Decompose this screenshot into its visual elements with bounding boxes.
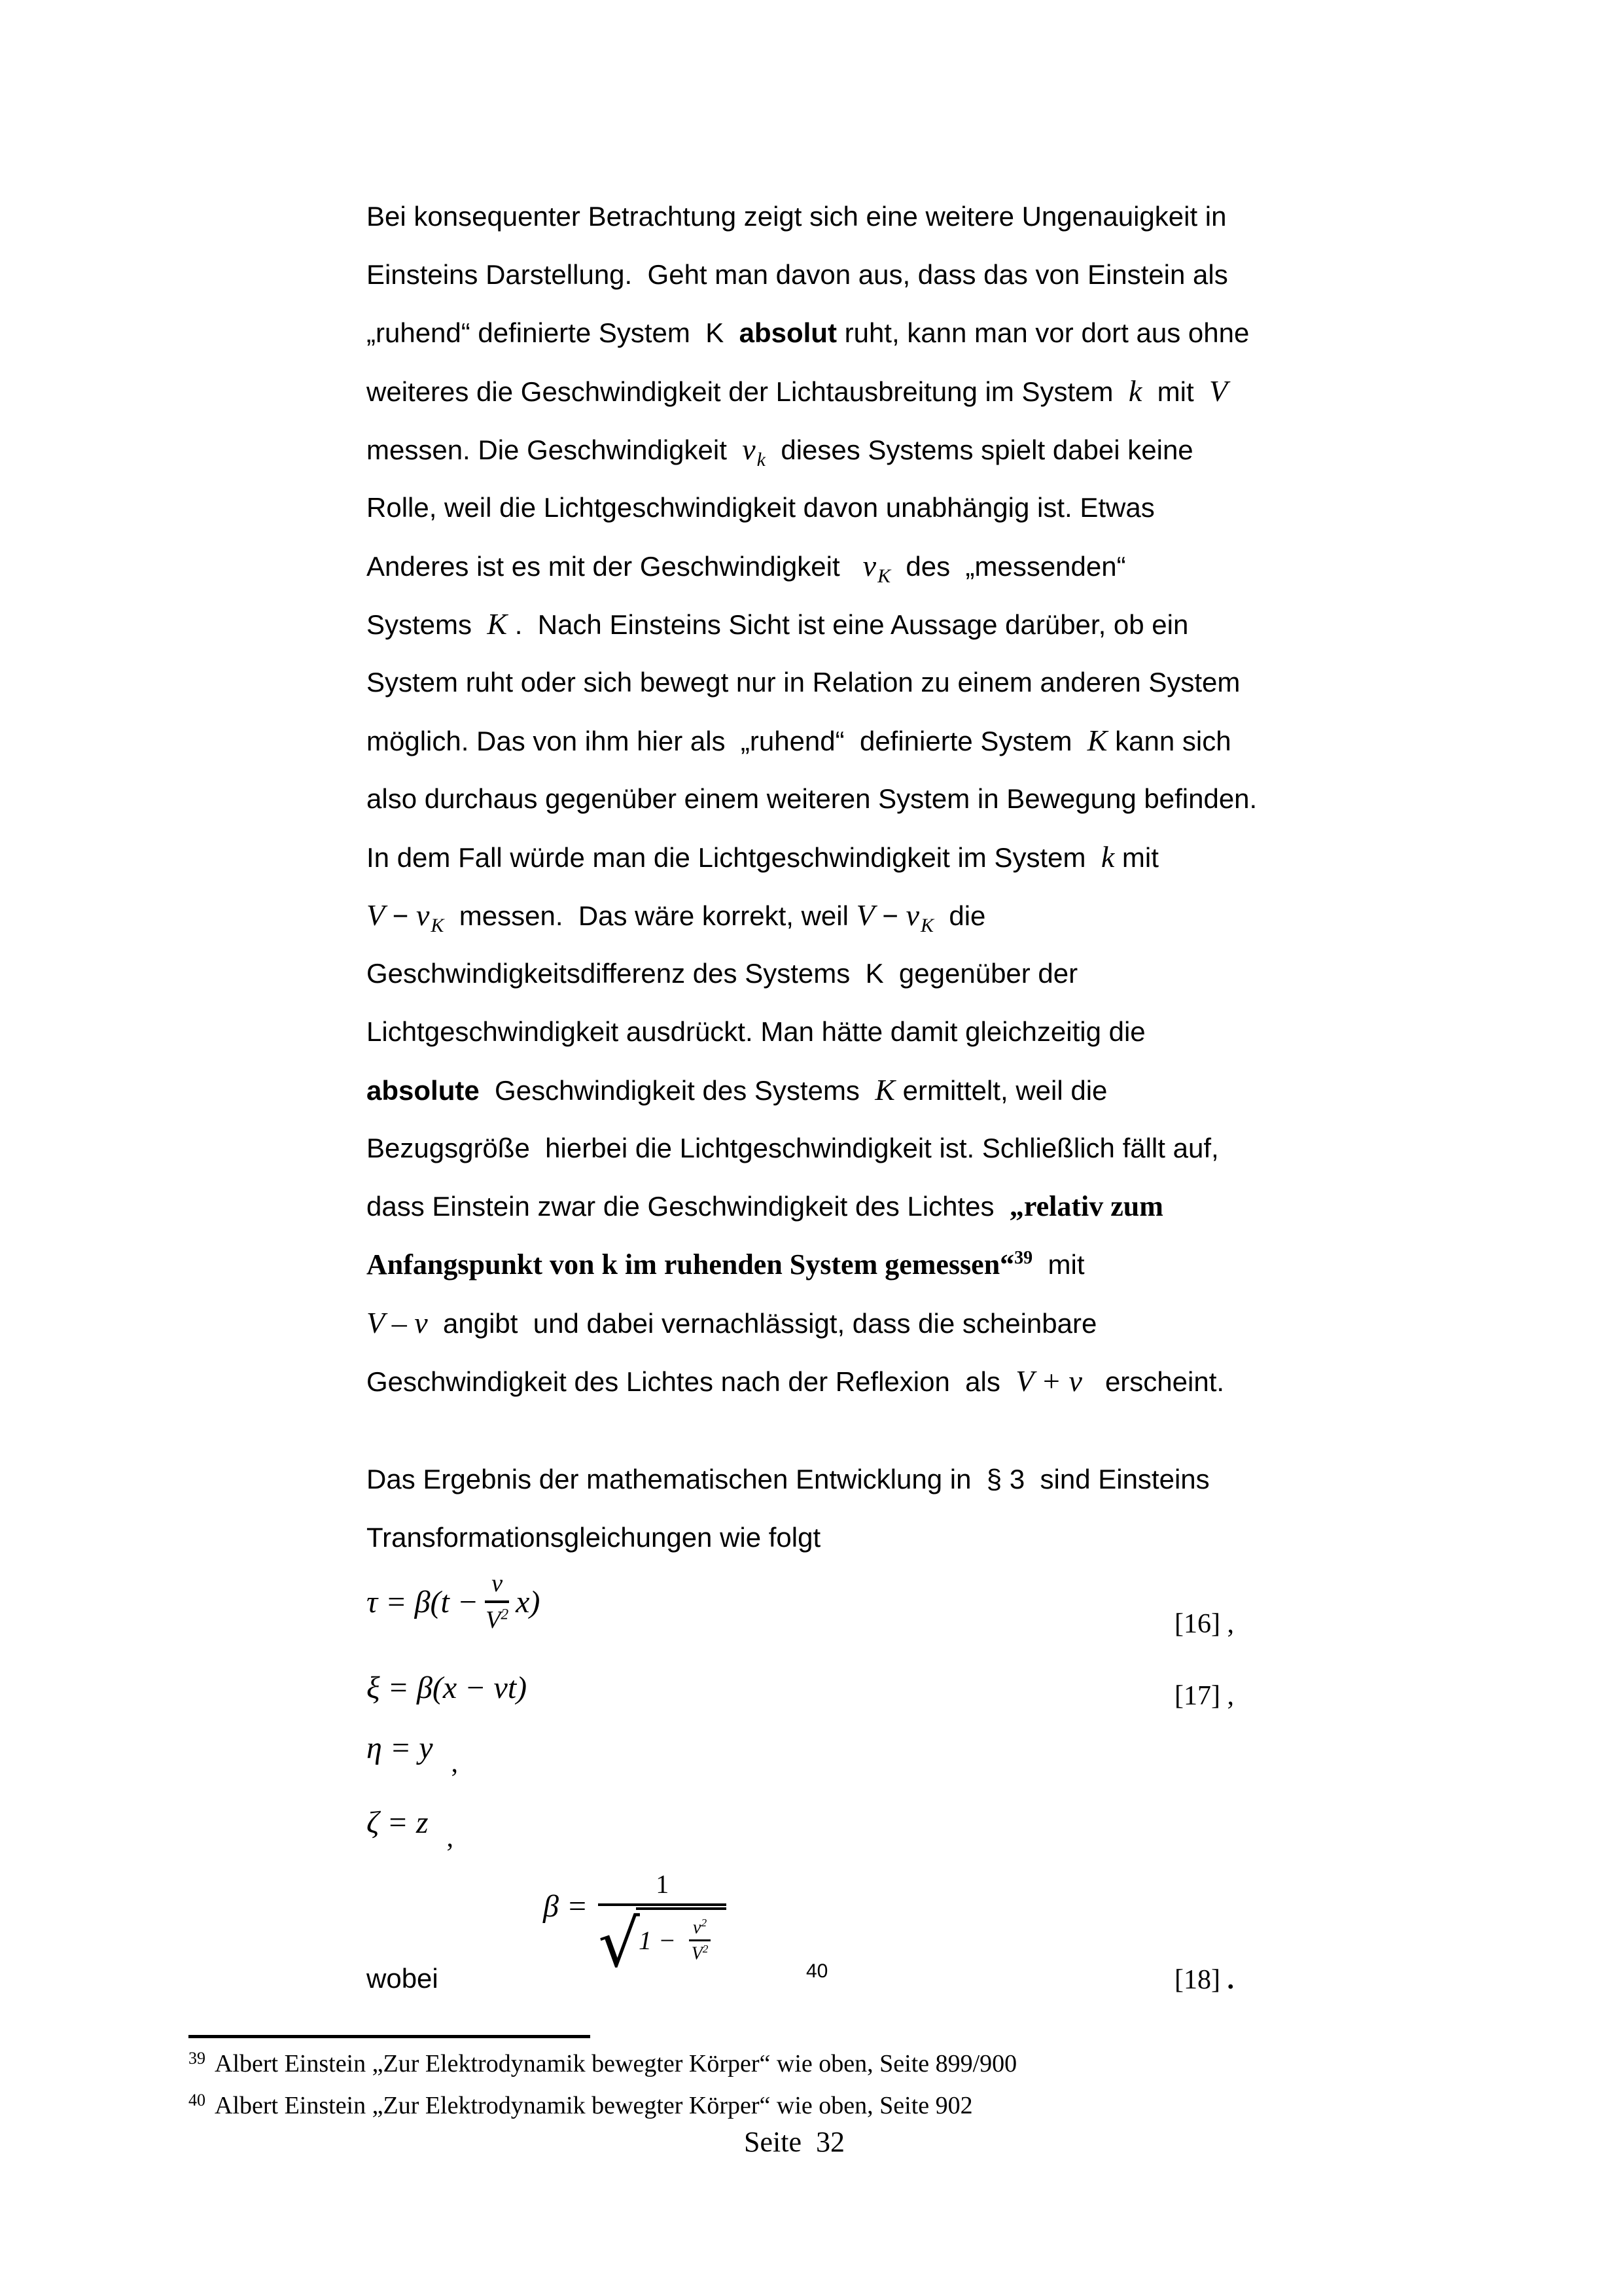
text-line: Anfangspunkt von k im ruhenden System gemessen“$^{39}$ mit <box>366 1248 1085 1280</box>
text-line: weiteres die Geschwindigkeit der Lichtausbreitung im System k mit V <box>366 374 1228 408</box>
text-line: messen. Die Geschwindigkeit $v_k$ dieses Systems spielt dabei keine <box>366 433 1193 470</box>
text-line: Bei konsequenter Betrachtung zeigt sich eine weitere Ungenauigkeit in <box>366 201 1227 232</box>
beta-numerator: 1 <box>598 1869 726 1906</box>
text-line: Lichtgeschwindigkeit ausdrückt. Man hätte damit gleichzeitig die <box>366 1016 1146 1047</box>
equation-eta: η = y , <box>366 1730 459 1778</box>
footnote-marker: 40 <box>188 2091 205 2110</box>
footnotes <box>188 2044 1432 2128</box>
footnote-line <box>188 2044 1432 2086</box>
beta-fraction <box>598 1869 726 1982</box>
equation-tau-lhs: τ = β(t − <box>366 1584 479 1619</box>
equation-ref-18: [18] . <box>1174 1965 1234 1995</box>
fraction-denominator: $V^2$ <box>485 1606 509 1634</box>
text-line: Systems K . Nach Einsteins Sicht ist eine Aussage darüber, ob ein <box>366 607 1189 641</box>
text-line: System ruht oder sich bewegt nur in Relation zu einem anderen System <box>366 667 1241 698</box>
equation-tau <box>366 1556 540 1648</box>
footnote-text: Albert Einstein „Zur Elektrodynamik bewegter Körper“ wie oben, Seite 902 <box>215 2092 973 2119</box>
text-line: dass Einstein zwar die Geschwindigkeit des Lichtes „relativ zum <box>366 1190 1163 1222</box>
radicand: 1 − $\frac{v^2}{V^2}$ <box>636 1907 726 1965</box>
paragraph-main <box>366 187 1453 1410</box>
fraction-v-over-V2 <box>485 1569 509 1634</box>
text-line: Bezugsgröße hierbei die Lichtgeschwindigkeit ist. Schließlich fällt auf, <box>366 1133 1219 1163</box>
paragraph-transformations <box>366 1450 1453 1566</box>
text-line: Rolle, weil die Lichtgeschwindigkeit davon unabhängig ist. Etwas <box>366 492 1155 523</box>
fraction-v2-over-V2: $\frac{v^2}{V^2}$ <box>689 1916 711 1965</box>
equation-tau-rhs: x) <box>516 1584 540 1619</box>
equation-zeta: ζ = z , <box>366 1805 453 1853</box>
fraction-numerator: v <box>485 1569 509 1603</box>
text-line: Geschwindigkeit des Lichtes nach der Reflexion als V + v erscheint. <box>366 1364 1225 1398</box>
equation-xi: ξ = β(x − vt) <box>366 1670 527 1705</box>
text-line: „ruhend“ definierte System K absolut ruht, kann man vor dort aus ohne <box>366 317 1250 348</box>
footnote-text: Albert Einstein „Zur Elektrodynamik bewegter Körper“ wie oben, Seite 899/900 <box>215 2050 1017 2077</box>
footnote-marker: 39 <box>188 2049 205 2068</box>
equation-beta-lhs: β = <box>543 1889 588 1924</box>
text-line: V – v angibt und dabei vernachlässigt, dass die scheinbare <box>366 1306 1097 1339</box>
radical-sign: √ <box>598 1905 641 1982</box>
page-number: Seite 32 <box>744 2126 845 2158</box>
equation-beta <box>543 1869 726 1982</box>
footnote-ref-40: 40 <box>806 1960 828 1982</box>
beta-denominator <box>598 1905 726 1982</box>
footnote-line <box>188 2086 1432 2128</box>
text-line: Das Ergebnis der mathematischen Entwicklung in § 3 sind Einsteins <box>366 1464 1210 1494</box>
text-line: möglich. Das von ihm hier als „ruhend“ definierte System K kann sich <box>366 724 1231 757</box>
text-line: In dem Fall würde man die Lichtgeschwindigkeit im System k mit <box>366 840 1159 874</box>
text-line: Einsteins Darstellung. Geht man davon aus, dass das von Einstein als <box>366 259 1228 290</box>
text-line: Transformationsgleichungen wie folgt <box>366 1522 821 1553</box>
text-line: Geschwindigkeitsdifferenz des Systems K gegenüber der <box>366 958 1078 989</box>
text-line: $V - v_K$ messen. Das wäre korrekt, weil $V - v_K$ die <box>366 898 986 936</box>
equation-ref-17: [17] , <box>1174 1681 1234 1711</box>
beta-intro-word: wobei <box>366 1963 438 1994</box>
footnote-separator <box>188 2035 590 2038</box>
equation-ref-16: [16] , <box>1174 1609 1234 1639</box>
text-line: also durchaus gegenüber einem weiteren System in Bewegung befinden. <box>366 783 1258 814</box>
text-line: Anderes ist es mit der Geschwindigkeit $v_K$ des „messenden“ <box>366 549 1126 587</box>
text-line: absolute Geschwindigkeit des Systems K ermittelt, weil die <box>366 1073 1108 1106</box>
